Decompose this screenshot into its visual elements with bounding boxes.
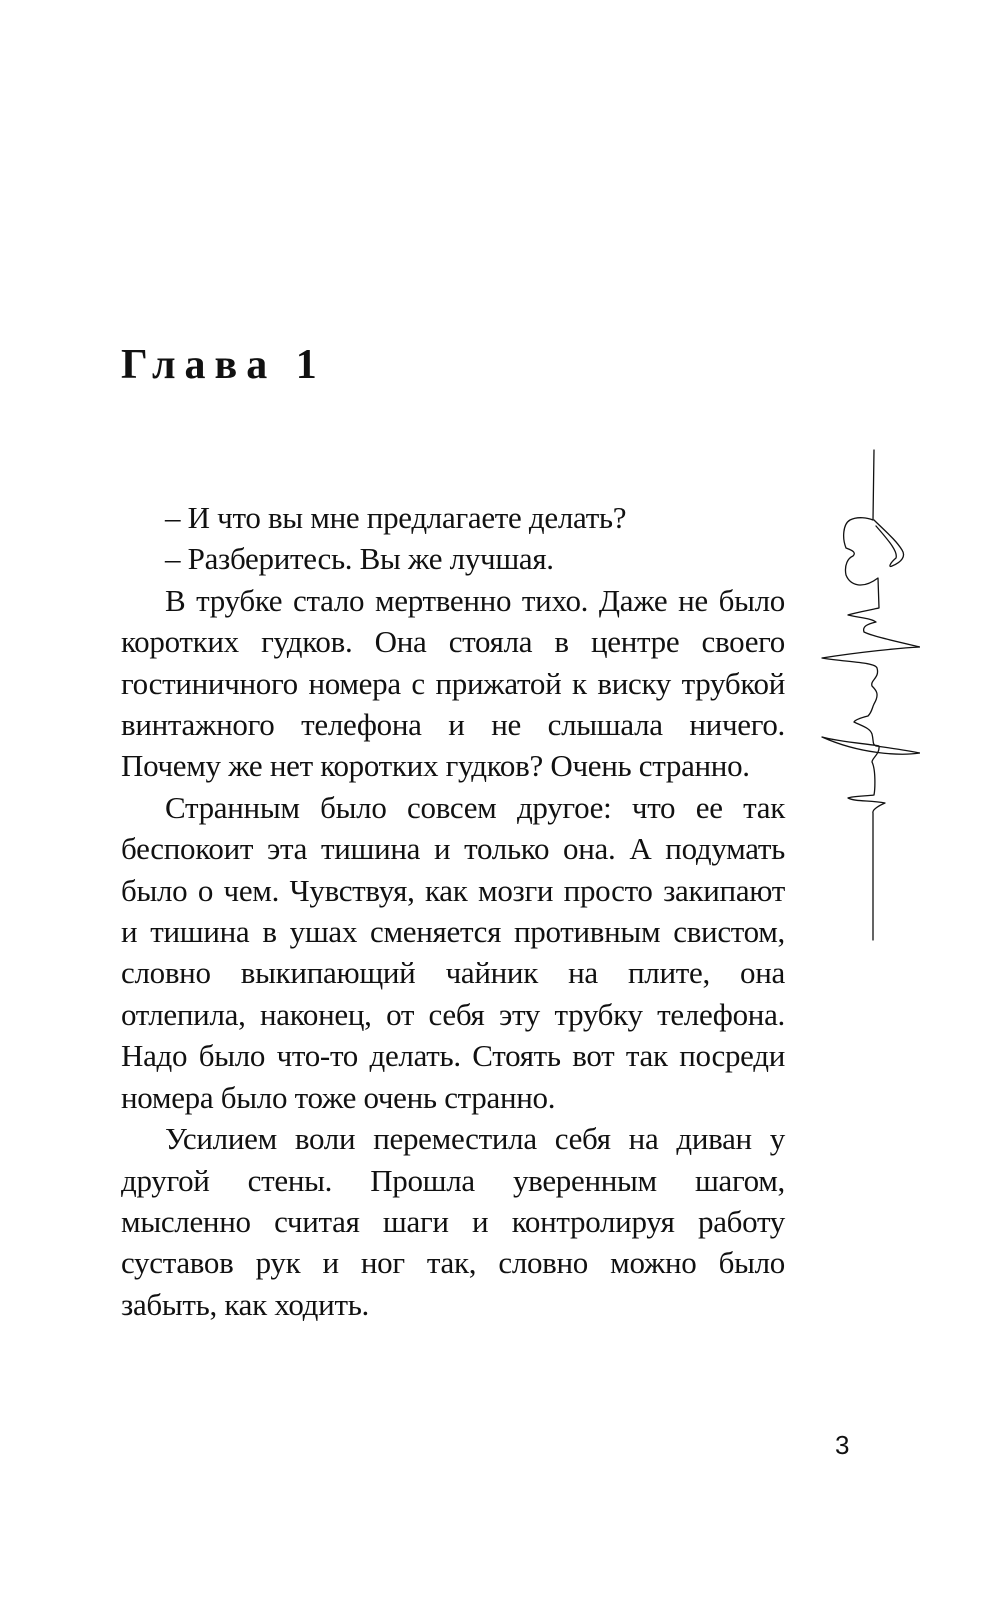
page-number: 3 (835, 1430, 850, 1460)
paragraph-3: Усилием воли переместила себя на диван у другой стены. Прошла уверенным шагом, мысленно считая шаги и контролируя работу суставов рук и ног так, словно можно было забыть, как ходить. (121, 1121, 785, 1322)
dialogue-line-1: – И что вы мне предлагаете делать? (165, 500, 627, 535)
paragraph-1: В трубке стало мертвенно тихо. Даже не было коротких гудков. Она стояла в центре своего гостиничного номера с прижатой к виску трубкой винтажного телефона и не слышала ничего. Почему же нет коротких гудков? Очень странно. (121, 582, 785, 784)
dialogue-line-2: – Разберитесь. Вы же лучшая. (165, 541, 554, 577)
heartbeat-line-with-heart-icon (800, 430, 920, 970)
chapter-body (121, 497, 785, 1325)
paragraph-2: Странным было совсем другое: что ее так беспокоит эта тишина и только она. А подумать было о чем. Чувствуя, как мозги просто закипают и тишина в ушах сменяется противным свистом, словно выкипающий чайник на плите, она отлепила, наконец, от себя эту трубку телефона. Надо было что-то делать. Стоять вот так посреди номера было тоже очень странно. (121, 789, 785, 1115)
chapter-title: Глава 1 (121, 342, 326, 388)
